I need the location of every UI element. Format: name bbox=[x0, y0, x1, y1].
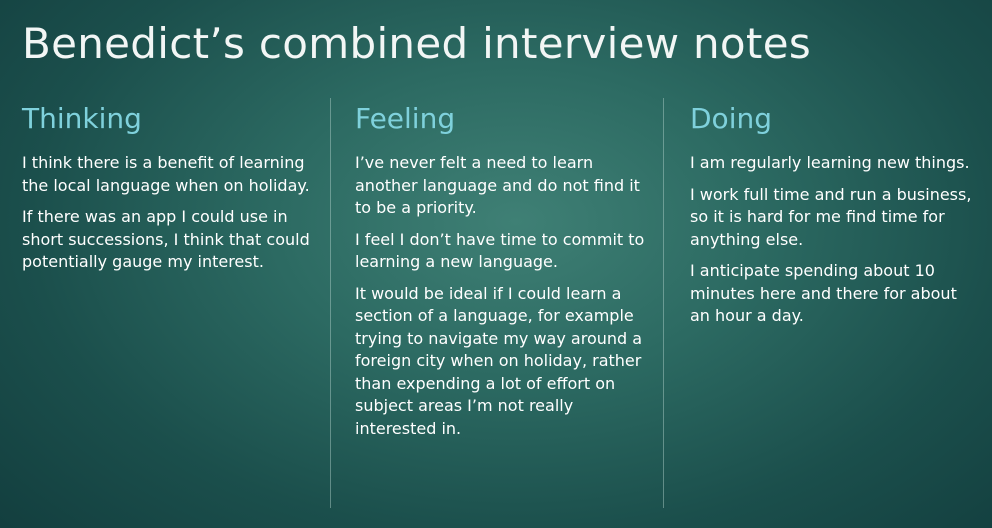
feeling-note: I feel I don’t have time to commit to learning a new language. bbox=[355, 229, 645, 271]
column-divider bbox=[663, 98, 664, 508]
doing-note: I work full time and run a business, so it is hard for me find time for anything else. bbox=[690, 184, 972, 249]
slide-title: Benedict’s combined interview notes bbox=[22, 19, 812, 68]
doing-heading: Doing bbox=[690, 102, 772, 135]
thinking-note: If there was an app I could use in short successions, I think that could potentially gauge my interest. bbox=[22, 207, 310, 271]
feeling-note: I’ve never felt a need to learn another language and do not find it to be a priority. bbox=[355, 153, 640, 217]
doing-note: I am regularly learning new things. bbox=[690, 153, 970, 172]
feeling-heading: Feeling bbox=[355, 102, 456, 135]
feeling-column bbox=[355, 98, 645, 449]
thinking-heading: Thinking bbox=[22, 102, 142, 135]
doing-note: I anticipate spending about 10 minutes here and there for about an hour a day. bbox=[690, 261, 957, 325]
column-divider bbox=[330, 98, 331, 508]
doing-column bbox=[690, 98, 980, 337]
thinking-note: I think there is a benefit of learning the local language when on holiday. bbox=[22, 153, 310, 195]
thinking-column bbox=[22, 98, 312, 283]
feeling-note: It would be ideal if I could learn a section of a language, for example trying to navigate my way around a foreign city when on holiday, rather than expending a lot of effort on subject areas I’m not really interested in. bbox=[355, 283, 643, 438]
